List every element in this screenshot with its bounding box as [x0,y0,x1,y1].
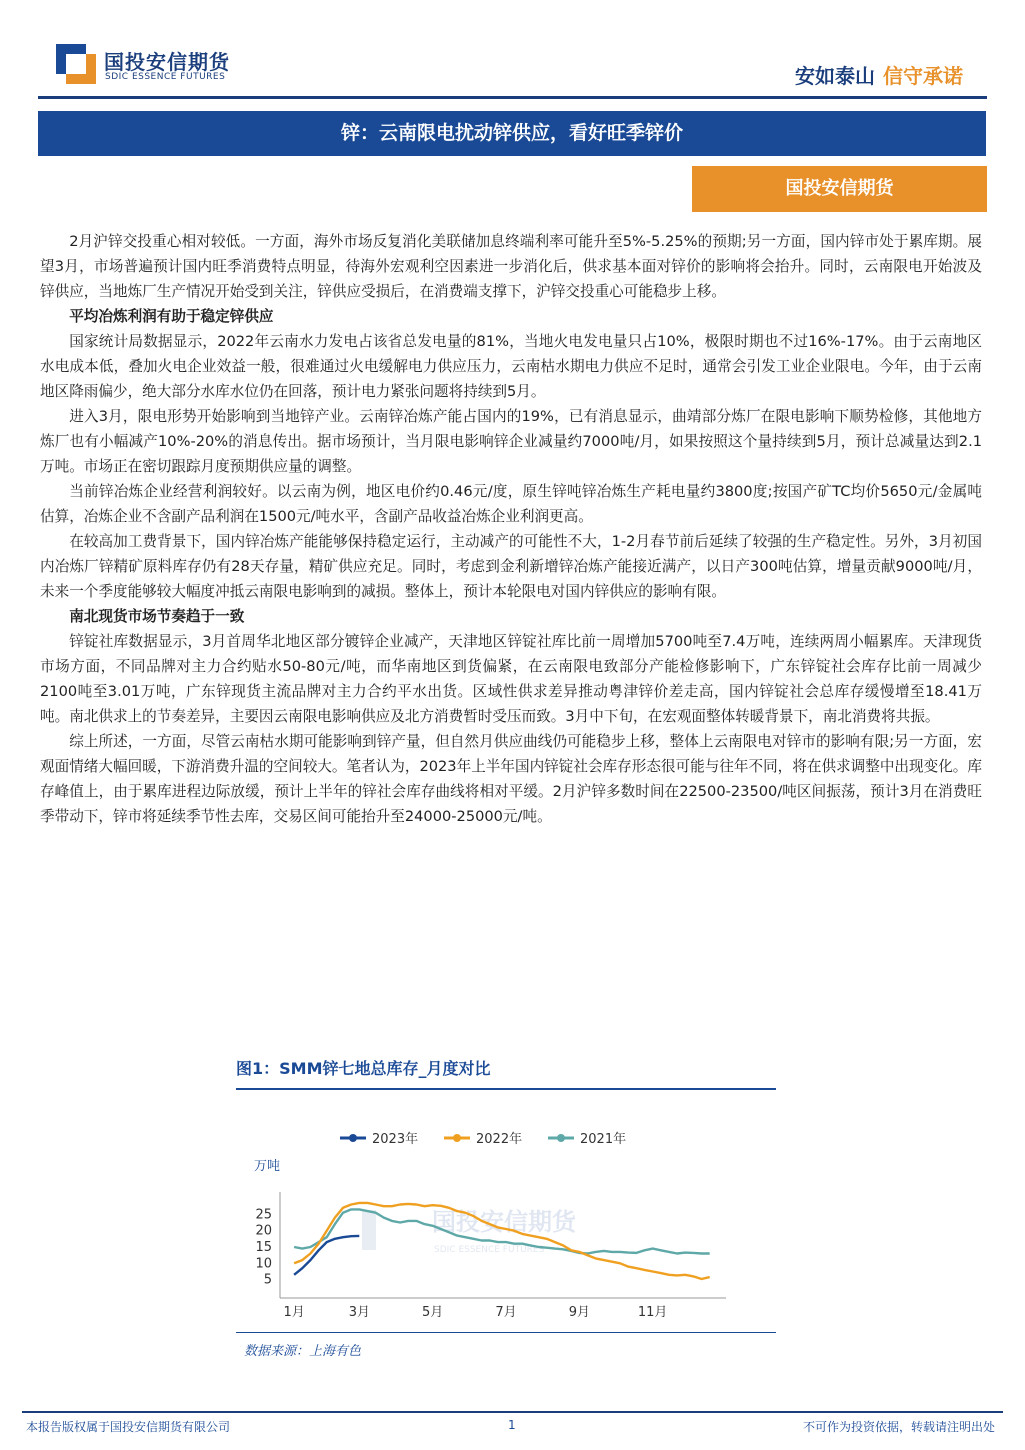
slogan [795,60,963,89]
series-line [294,1236,359,1275]
org-badge: 国投安信期货 [692,166,987,212]
y-axis-label: 万吨 [254,1159,281,1174]
footer-divider [22,1411,1003,1413]
x-tick-label: 5月 [422,1305,444,1320]
paragraph: 锌锭社库数据显示，3月首周华北地区部分镀锌企业减产，天津地区锌锭社库比前一周增加5700吨至7.4万吨，连续两周小幅累库。天津现货市场方面，不同品牌对主力合约贴水50-80元/吨，而华南地区到货偏紧，在云南限电致部分产能检修影响下，广东锌锭社会库存比前一周减少2100吨至3.01万吨，广东锌现货主流品牌对主力合约平水出货。区域性供求差异推动粤津锌价差走高，国内锌锭社会总库存缓慢增至18.41万吨。南北供求上的节奏差异，主要因云南限电影响供应及北方消费暂时受压而致。3月中下旬，在宏观面整体转暖背景下，南北消费将共振。 [40,633,982,725]
y-tick-label: 20 [255,1223,272,1239]
paragraph: 国家统计局数据显示，2022年云南水力发电占该省总发电量的81%，当地火电发电量只占10%，极限时期也不过16%-17%。由于云南地区水电成本低，叠加火电企业效益一般，很难通过火电缓解电力供应压力，云南枯水期电力供应不足时，通常会引发工业企业限电。今年，由于云南地区降雨偏少，绝大部分水库水位仍在回落，预计电力紧张问题将持续到5月。 [40,333,982,400]
slogan-part-1: 安如泰山 [795,64,875,88]
legend-marker [349,1134,357,1142]
watermark-subtext: SDIC ESSENCE FUTURES [434,1245,545,1255]
x-tick-label: 11月 [637,1305,668,1320]
paragraph: 当前锌冶炼企业经营利润较好。以云南为例，地区电价约0.46元/度，原生锌吨锌冶炼生产耗电量约3800度;按国产矿TC均价5650元/金属吨估算，冶炼企业不含副产品利润在1500元/吨水平，含副产品收益冶炼企业利润更高。 [40,483,982,525]
logo-mark-icon [54,42,98,86]
paragraph: 2月沪锌交投重心相对较低。一方面，海外市场反复消化美联储加息终端利率可能升至5%-5.25%的预期;另一方面，国内锌市处于累库期。展望3月，市场普遍预计国内旺季消费特点明显，待海外宏观利空因素进一步消化后，供求基本面对锌价的影响将会抬升。同时，云南限电开始波及锌供应，当地炼厂生产情况开始受到关注，锌供应受损后，在消费端支撑下，沪锌交投重心可能稳步上移。 [40,233,982,300]
page-number: 1 [508,1418,516,1432]
figure-bottom-rule [236,1332,776,1333]
y-tick-label: 5 [263,1272,272,1288]
figure-source: 数据来源：上海有色 [244,1344,362,1359]
legend-label: 2023年 [372,1132,419,1147]
paragraph: 在较高加工费背景下，国内锌冶炼产能能够保持稳定运行，主动减产的可能性不大，1-2月春节前后延续了较强的生产稳定性。另外，3月初国内冶炼厂锌精矿原料库存仍有28天存量，精矿供应充足。同时，考虑到金利新增锌冶炼产能接近满产，以日产300吨估算，增量贡献9000吨/月，未来一个季度能够较大幅度冲抵云南限电影响到的减损。整体上，预计本轮限电对国内锌供应的影响有限。 [40,533,982,600]
company-logo [54,42,234,92]
watermark-text: 国投安信期货 [432,1208,576,1236]
header-divider [38,96,987,99]
section-heading: 平均冶炼利润有助于稳定锌供应 [69,308,274,325]
slogan-part-2: 信守承诺 [883,64,963,88]
paragraph: 进入3月，限电形势开始影响到当地锌产业。云南锌冶炼产能占国内的19%，已有消息显示，曲靖部分炼厂在限电影响下顺势检修，其他地方炼厂也有小幅减产10%-20%的消息传出。据市场预计，当月限电影响锌企业减量约7000吨/月，如果按照这个量持续到5月，预计总减量达到2.1万吨。市场正在密切跟踪月度预期供应量的调整。 [40,408,982,475]
footer-disclaimer: 不可作为投资依据，转载请注明出处 [802,1420,995,1434]
y-tick-label: 15 [255,1240,272,1255]
legend-label: 2022年 [476,1132,523,1147]
y-tick-label: 25 [255,1207,272,1223]
x-tick-label: 9月 [568,1305,590,1320]
figure-title: 图1：SMM锌七地总库存_月度对比 [236,1059,491,1078]
inventory-line-chart [236,1100,776,1330]
logo-text-cn: 国投安信期货 [104,50,230,74]
x-tick-label: 7月 [495,1305,517,1320]
section-heading: 南北现货市场节奏趋于一致 [69,608,245,625]
watermark-mark-icon [362,1210,376,1250]
figure-title-rule [236,1088,776,1090]
legend-marker [557,1134,565,1142]
logo-text-en: SDIC ESSENCE FUTURES [105,72,226,82]
legend-label: 2021年 [580,1132,627,1147]
x-tick-label: 3月 [348,1305,370,1320]
article-body [40,229,982,829]
paragraph: 综上所述，一方面，尽管云南枯水期可能影响到锌产量，但自然月供应曲线仍可能稳步上移，整体上云南限电对锌市的影响有限;另一方面，宏观面情绪大幅回暖，下游消费升温的空间较大。笔者认为，2023年上半年国内锌锭社会库存形态很可能与往年不同，将在供求调整中出现变化。库存峰值上，由于累库进程边际放缓，预计上半年的锌社会库存曲线将相对平缓。2月沪锌多数时间在22500-23500/吨区间振荡，预计3月在消费旺季带动下，锌市将延续季节性去库，交易区间可能抬升至24000-25000元/吨。 [40,733,982,825]
legend-marker [453,1134,461,1142]
footer-copyright: 本报告版权属于国投安信期货有限公司 [26,1420,231,1434]
article-title: 锌：云南限电扰动锌供应，看好旺季锌价 [38,111,986,156]
y-tick-label: 10 [255,1256,272,1272]
x-tick-label: 1月 [283,1305,305,1320]
